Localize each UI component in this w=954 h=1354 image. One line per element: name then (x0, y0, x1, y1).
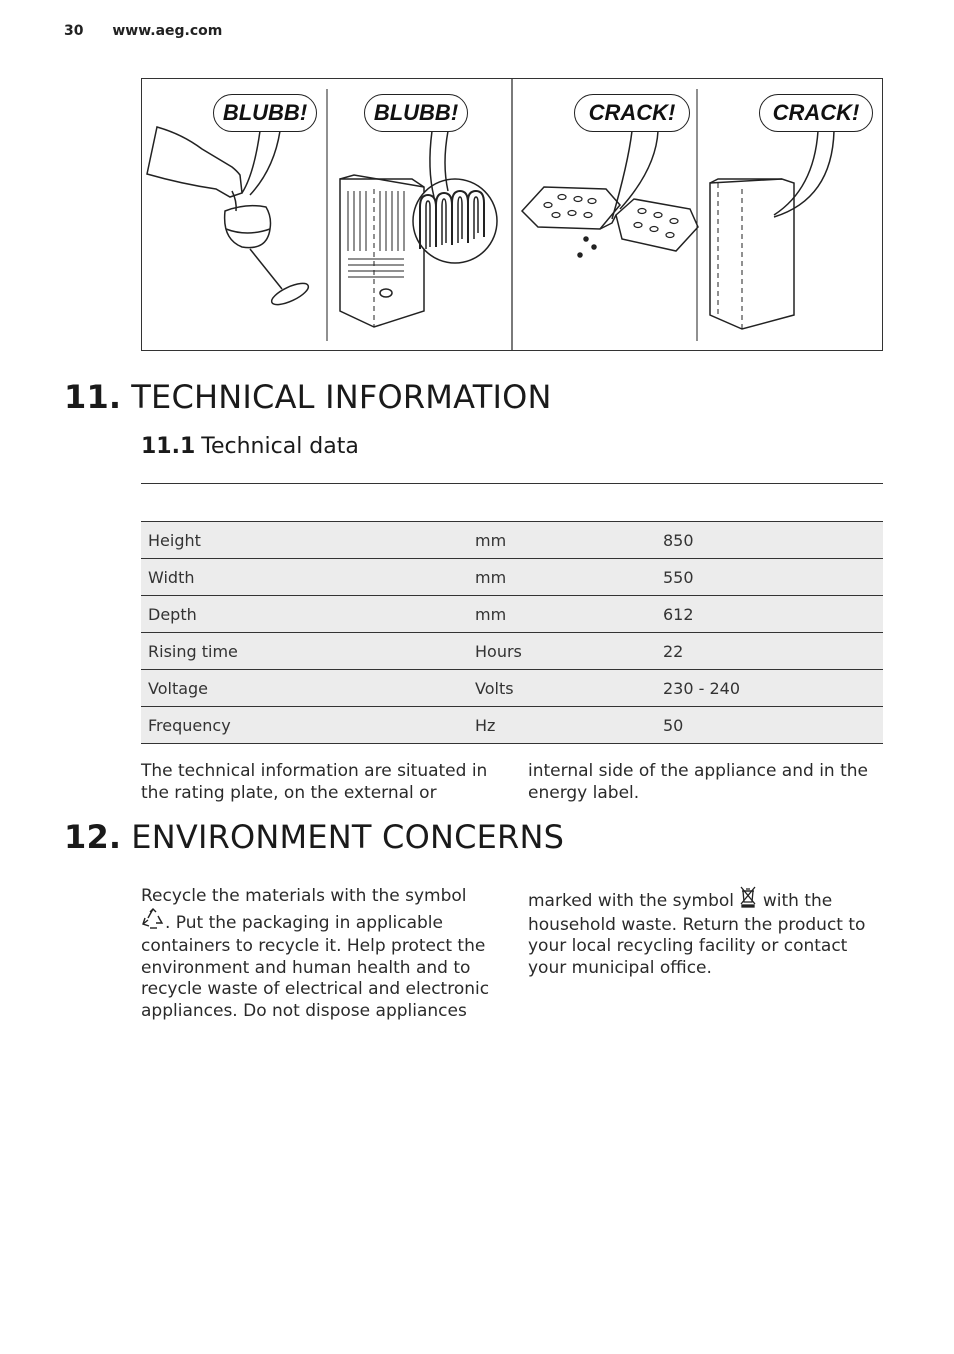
row-label: Height (141, 522, 468, 559)
table-row (141, 707, 883, 744)
row-value: 230 - 240 (656, 670, 883, 707)
environment-text-right (528, 886, 878, 979)
row-label: Voltage (141, 670, 468, 707)
table-header-cell (141, 484, 883, 522)
row-unit: mm (468, 559, 656, 596)
row-label: Frequency (141, 707, 468, 744)
page-number: 30 (64, 23, 84, 39)
disposal-text-rest: with the household waste. Return the product to your local recycling facility or contact your municipal office. (528, 891, 866, 978)
technical-note-left: The technical information are situated in the rating plate, on the external or (141, 761, 488, 803)
row-label: Depth (141, 596, 468, 633)
row-value: 50 (656, 707, 883, 744)
table-row (141, 559, 883, 596)
row-unit: mm (468, 522, 656, 559)
row-value: 22 (656, 633, 883, 670)
row-unit: mm (468, 596, 656, 633)
table-row (141, 670, 883, 707)
row-value: 550 (656, 559, 883, 596)
section-title: TECHNICAL INFORMATION (131, 378, 552, 416)
table-header-row (141, 484, 883, 522)
technical-note-right: internal side of the appliance and in the energy label. (528, 761, 868, 803)
subsection-11-1-heading (141, 434, 359, 459)
crack-bubble-1: CRACK! (574, 94, 690, 132)
row-unit: Hours (468, 633, 656, 670)
crossed-bin-icon (739, 886, 757, 915)
disposal-text-start: marked with the symbol (528, 891, 735, 911)
section-title: ENVIRONMENT CONCERNS (131, 818, 565, 856)
recycle-text-rest: . Put the packaging in applicable containers to recycle it. Help protect the environment and human health and to recycle waste of electrical and electronic appliances. Do not dispose appliances (141, 912, 490, 1021)
row-unit: Volts (468, 670, 656, 707)
page-header (64, 23, 222, 39)
subsection-number: 11.1 (141, 434, 196, 459)
blubb-bubble-2: BLUBB! (364, 94, 468, 132)
blubb-bubble-1: BLUBB! (213, 94, 317, 132)
section-number: 12. (64, 818, 122, 856)
crack-bubble-2: CRACK! (759, 94, 873, 132)
row-unit: Hz (468, 707, 656, 744)
row-value: 850 (656, 522, 883, 559)
table-row (141, 633, 883, 670)
recycle-icon (141, 908, 165, 937)
section-12-heading (64, 818, 564, 856)
technical-data-table (141, 483, 883, 744)
row-label: Rising time (141, 633, 468, 670)
table-row (141, 596, 883, 633)
website-url: www.aeg.com (112, 23, 223, 39)
row-value: 612 (656, 596, 883, 633)
section-11-heading (64, 378, 552, 416)
section-number: 11. (64, 378, 122, 416)
subsection-title: Technical data (201, 434, 359, 459)
noise-illustration (141, 78, 883, 351)
environment-text-left (141, 886, 491, 1022)
row-label: Width (141, 559, 468, 596)
table-row (141, 522, 883, 559)
recycle-text-start: Recycle the materials with the symbol (141, 886, 467, 906)
